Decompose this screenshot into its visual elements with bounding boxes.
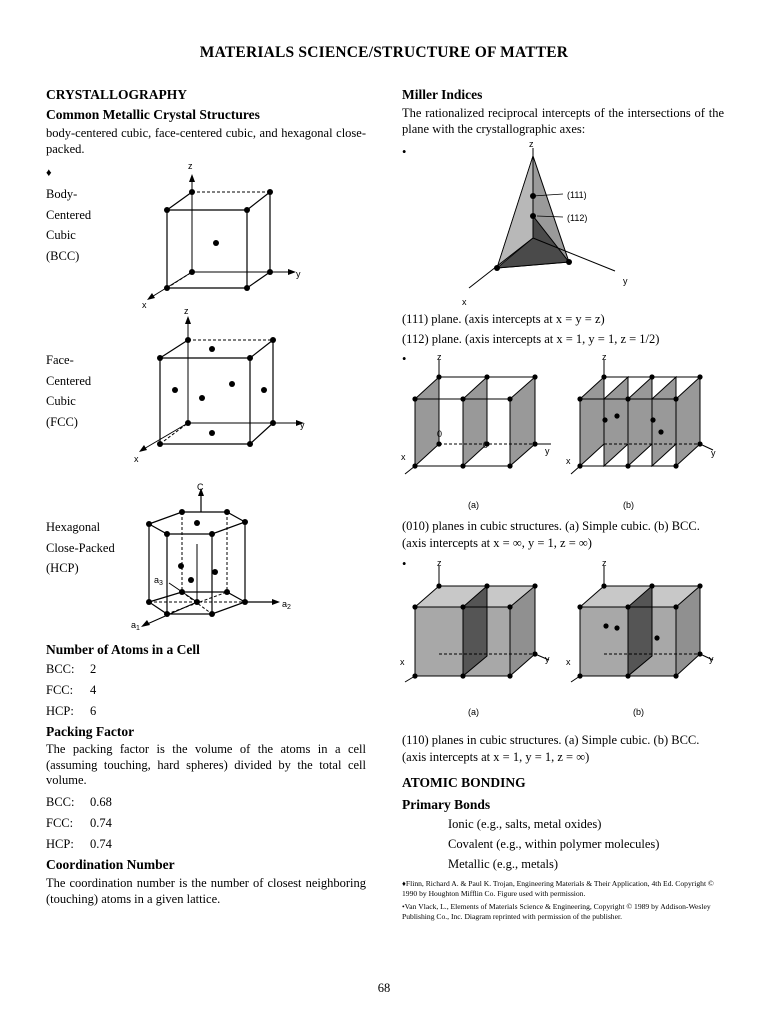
coord-text: The coordination number is the number of closest neighboring (touching) atoms in a given lattice. (46, 876, 366, 906)
bond-ionic: Ionic (e.g., salts, metal oxides) (448, 817, 602, 831)
atoms-hcp: HCP: 6 (46, 704, 97, 718)
miller-heading: Miller Indices (402, 87, 483, 102)
p010-sub-a: (a) (468, 500, 479, 510)
p110b-axis-y: y (709, 654, 714, 664)
hcp-axis-c: C (197, 482, 204, 492)
p110b-axis-x: x (566, 657, 571, 667)
miller-axis-z: z (529, 139, 534, 149)
packing-text: The packing factor is the volume of the atoms in a cell (assuming touching, hard spheres) divided by the total cell volume. (46, 742, 366, 787)
p010b-axis-x: x (566, 456, 571, 466)
p110a-axis-y: y (545, 654, 550, 664)
fcc-diagram (130, 308, 310, 468)
p110a-axis-x: x (400, 657, 405, 667)
p010b-axis-z: z (602, 352, 607, 362)
bullet-110: • (402, 557, 407, 571)
subsection-crystal-structures: Common Metallic Crystal Structures (46, 107, 260, 122)
p010a-axis-x: x (401, 452, 406, 462)
p010a-origin-2: 0 (483, 440, 489, 450)
primary-bonds-heading: Primary Bonds (402, 797, 491, 812)
miller-axis-x: x (462, 297, 467, 307)
hcp-axis-a1: $a_1$ (131, 620, 140, 630)
p110a-axis-z: z (437, 558, 442, 568)
caption-110-line2: (axis intercepts at x = 1, y = 1, z = ∞) (402, 750, 590, 764)
footnote-flinn: ♦Flinn, Richard A. & Paul K. Trojan, Engineering Materials & Their Application, 4th Ed. Copyright © 1990 by Houghton Mifflin Co. Figure used with permission. (402, 879, 714, 898)
p110b-axis-z: z (602, 558, 607, 568)
diamond-bullet: ♦ (46, 167, 52, 179)
fcc-axis-y: y (300, 420, 305, 430)
p010a-axis-y: y (545, 446, 550, 456)
bcc-label: Body- Centered Cubic (BCC) (46, 187, 92, 263)
p010-sub-b: (b) (623, 500, 634, 510)
miller-axis-y: y (623, 276, 628, 286)
hcp-diagram (125, 480, 305, 630)
hcp-axis-a3: $a_3$ (154, 575, 163, 587)
planes-110-diagram (395, 556, 725, 720)
bullet-miller: • (402, 145, 407, 159)
bcc-axis-x: x (142, 300, 147, 310)
miller-text: The rationalized reciprocal intercepts of the intersections of the plane with the crystallographic axes: (402, 106, 724, 136)
bullet-010: • (402, 352, 407, 366)
caption-111: (111) plane. (axis intercepts at x = y = z) (402, 312, 605, 326)
coord-heading: Coordination Number (46, 857, 175, 872)
p010a-axis-z: z (437, 352, 442, 362)
caption-010-line2: (axis intercepts at x = ∞, y = 1, z = ∞) (402, 536, 592, 550)
bcc-axis-z: z (188, 161, 193, 171)
bcc-axis-y: y (296, 269, 301, 279)
p010a-origin: 0 (437, 429, 443, 439)
atoms-fcc: FCC: 4 (46, 683, 97, 697)
hcp-label: Hexagonal Close-Packed (HCP) (46, 520, 115, 575)
hcp-axis-a2: $a_2$ (282, 599, 291, 611)
section-crystallography: CRYSTALLOGRAPHY (46, 87, 188, 102)
fcc-axis-x: x (134, 454, 139, 464)
bcc-diagram (140, 160, 310, 310)
atoms-heading: Number of Atoms in a Cell (46, 642, 200, 657)
fcc-axis-z: z (184, 308, 189, 316)
page-number: 68 (377, 981, 391, 995)
p110-sub-a: (a) (468, 707, 479, 717)
p010b-axis-y: y (711, 448, 716, 458)
page-title: MATERIALS SCIENCE/STRUCTURE OF MATTER (199, 44, 569, 61)
fcc-label: Face- Centered Cubic (FCC) (46, 353, 92, 429)
packing-heading: Packing Factor (46, 724, 135, 739)
miller-planes-diagram (455, 138, 655, 308)
atoms-bcc: BCC: 2 (46, 662, 97, 676)
label-111: (111) (567, 190, 587, 200)
packing-bcc: BCC: 0.68 (46, 795, 112, 809)
p110-sub-b: (b) (633, 707, 644, 717)
caption-110-line1: (110) planes in cubic structures. (a) Simple cubic. (b) BCC. (402, 733, 700, 747)
intro-text: body-centered cubic, face-centered cubic, and hexagonal close-packed. (46, 126, 366, 156)
bond-metallic: Metallic (e.g., metals) (448, 857, 559, 871)
planes-010-diagram (395, 352, 725, 514)
packing-fcc: FCC: 0.74 (46, 816, 112, 830)
caption-010-line1: (010) planes in cubic structures. (a) Simple cubic. (b) BCC. (402, 519, 700, 533)
caption-112: (112) plane. (axis intercepts at x = 1, y = 1, z = 1/2) (402, 332, 660, 346)
footnote-vanvlack: •Van Vlack, L., Elements of Materials Science & Engineering, Copyright © 1989 by Addison-Wesley Publishing Co., Inc. Diagram reprinted with permission of the publisher. (402, 902, 711, 921)
bonding-heading: ATOMIC BONDING (402, 775, 526, 790)
label-112: (112) (567, 213, 588, 223)
bond-covalent: Covalent (e.g., within polymer molecules) (448, 837, 660, 851)
packing-hcp: HCP: 0.74 (46, 837, 112, 851)
